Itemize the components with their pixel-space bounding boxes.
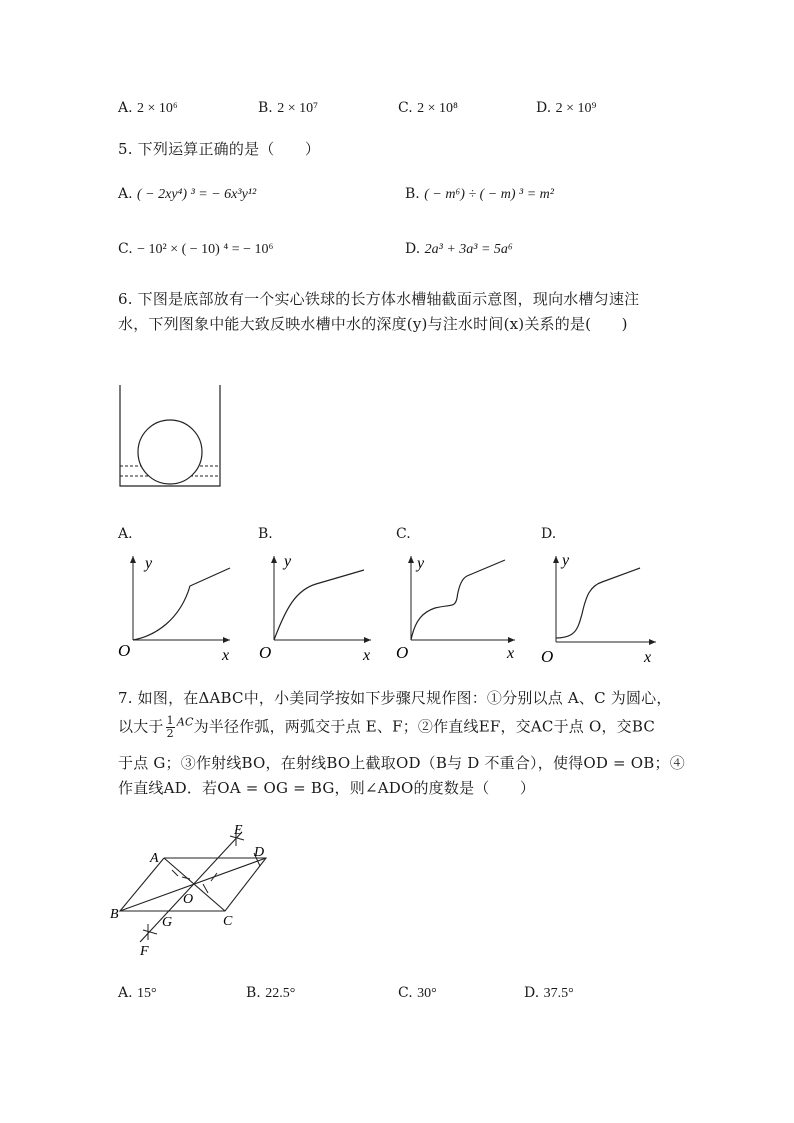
geometry-figure (110, 818, 280, 958)
q4-option-d: D. 2 × 10⁹ (536, 100, 597, 116)
svg-text:O: O (396, 643, 409, 662)
graph-b (256, 548, 381, 668)
svg-text:x: x (507, 645, 515, 662)
svg-text:D: D (254, 845, 265, 860)
q4-option-c: C. 2 × 10⁸ (398, 100, 458, 116)
q6-label-c: C. (396, 526, 411, 542)
q7-stem-line4: 作直线AD．若OA = OG = BG，则∠ADO的度数是（ ） (118, 779, 536, 797)
q6-stem-line2: 水，下列图象中能大致反映水槽中水的深度(y)与注水时间(x)关系的是( ) (118, 315, 628, 333)
q6-label-d: D. (541, 526, 557, 542)
origin-label: O (118, 641, 131, 660)
q5-stem: 5. 下列运算正确的是（ ） (118, 140, 321, 158)
svg-text:B: B (110, 907, 119, 922)
svg-text:y: y (284, 553, 292, 570)
iron-ball (138, 420, 202, 484)
q5-option-b: B. ( − m⁶) ÷ ( − m) ³ = m² (405, 186, 554, 202)
svg-text:E: E (234, 823, 243, 838)
svg-text:y: y (562, 552, 570, 569)
q5-option-c: C. − 10² × ( − 10) ⁴ = − 10⁶ (118, 241, 274, 257)
curve-b (274, 570, 364, 640)
x-label: x (222, 647, 230, 664)
q4-option-b: B. 2 × 10⁷ (258, 100, 318, 116)
svg-text:x: x (644, 649, 652, 666)
svg-text:O: O (541, 647, 554, 666)
q5-option-a: A. ( − 2xy⁴) ³ = − 6x³y¹² (118, 186, 257, 202)
curve-d (556, 568, 640, 638)
svg-text:C: C (223, 914, 233, 929)
q7-option-a: A. 15° (118, 985, 157, 1001)
y-label: y (145, 555, 153, 572)
q4-option-a: A. 2 × 10⁶ (118, 100, 178, 116)
svg-text:G: G (162, 915, 173, 930)
q6-stem-line1: 6. 下图是底部放有一个实心铁球的长方体水槽轴截面示意图，现向水槽匀速注 (118, 290, 640, 308)
q7-option-d: D. 37.5° (524, 985, 574, 1001)
svg-text:O: O (259, 643, 272, 662)
graph-a (115, 548, 240, 668)
q7-stem-line3: 于点 G；③作射线BO，在射线BO上截取OD（B与 D 不重合），使得OD = OB；④ (118, 754, 685, 772)
graph-d (538, 548, 668, 668)
q6-label-a: A. (118, 526, 133, 542)
q7-option-b: B. 22.5° (246, 985, 296, 1001)
svg-text:x: x (363, 647, 371, 664)
svg-text:A: A (150, 851, 159, 866)
water-tank-figure (110, 380, 230, 492)
q6-label-b: B. (258, 526, 273, 542)
svg-text:F: F (140, 944, 149, 958)
q7-stem-line2: 以大于 $\frac{1}{2}$ $^{AC}$为半径作弧，两弧交于点 E、F；②作直线EF，交AC于点 O，交BC (118, 714, 656, 740)
graph-c (393, 548, 523, 668)
svg-text:y: y (417, 555, 425, 572)
curve-a (133, 568, 230, 640)
q5-option-d: D. 2a³ + 3a³ = 5a⁶ (405, 241, 513, 257)
svg-text:O: O (183, 892, 194, 907)
curve-c (411, 560, 505, 640)
fraction-half: $\frac{1}{2}$ (166, 714, 174, 740)
q7-stem-line1: 7. 如图，在ΔABC中，小美同学按如下步骤尺规作图：①分别以点 A、C 为圆心， (118, 689, 672, 707)
q7-option-c: C. 30° (398, 985, 437, 1001)
